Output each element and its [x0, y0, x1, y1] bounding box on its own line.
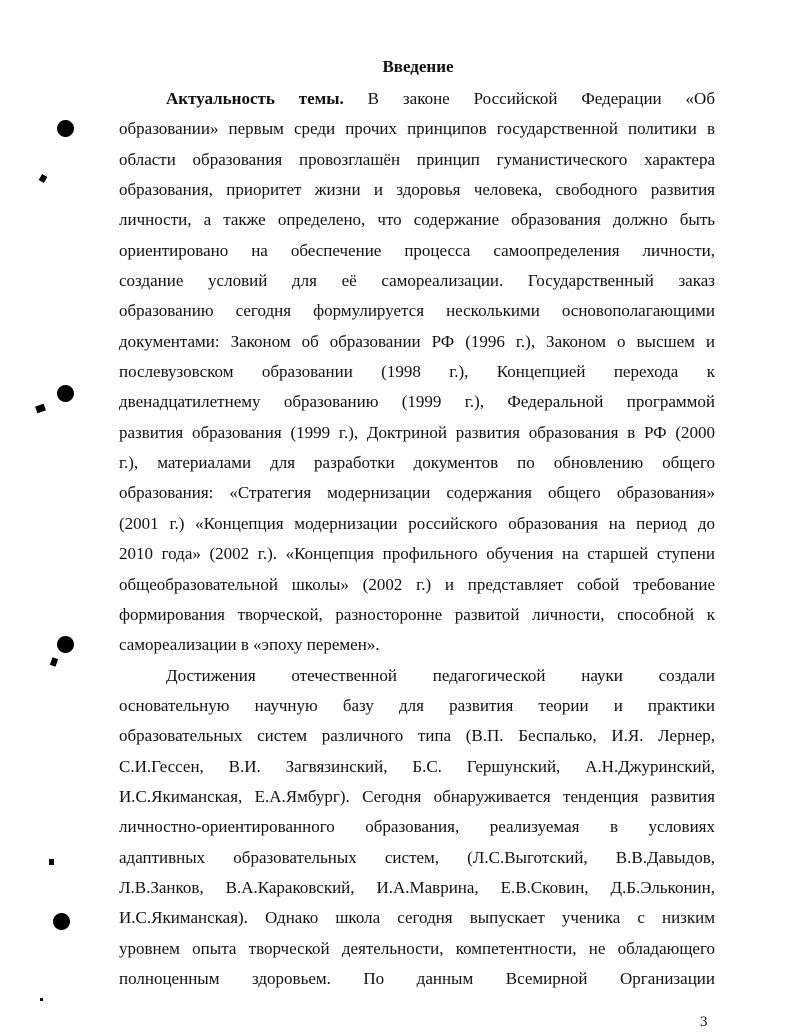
- paragraph-1-line: области образования провозглашён принцип гуманистического характера: [119, 149, 715, 169]
- paragraph-1-line: г.), материалами для разработки документов по обновлению общего: [119, 453, 715, 473]
- punch-hole: [57, 636, 74, 653]
- paragraph-2-line: адаптивных образовательных систем, (Л.С.Выготский, В.В.Давыдов,: [119, 847, 715, 867]
- paragraph-2-line: уровнем опыта творческой деятельности, компетентности, не обладающего: [119, 938, 715, 958]
- paragraph-2-line: И.С.Якиманская). Однако школа сегодня выпускает ученика с низким: [119, 908, 715, 928]
- paragraph-1-line: образованию сегодня формулируется несколькими основополагающими: [119, 301, 715, 321]
- paragraph-1-line: формирования творческой, разносторонне развитой личности, способной к: [119, 604, 715, 624]
- topic-relevance-heading: Актуальность темы.: [166, 89, 344, 108]
- body-text: [119, 84, 715, 994]
- punch-hole: [57, 385, 74, 402]
- paragraph-2-line: основательную научную базу для развития теории и практики: [119, 695, 715, 715]
- scan-speck: [50, 657, 58, 667]
- paragraph-1-line: образования: «Стратегия модернизации содержания общего образования»: [119, 483, 715, 503]
- paragraph-1-line: создание условий для её самореализации. Государственный заказ: [119, 271, 715, 291]
- punch-hole: [57, 120, 74, 137]
- punch-hole: [53, 913, 70, 930]
- scan-speck: [35, 404, 46, 414]
- page-title: Введение: [382, 57, 454, 76]
- paragraph-2-line: С.И.Гессен, В.И. Загвязинский, Б.С. Гершунский, А.Н.Джуринский,: [119, 756, 715, 776]
- scan-speck: [40, 998, 43, 1001]
- paragraph-1-line: образования, приоритет жизни и здоровья человека, свободного развития: [119, 180, 715, 200]
- paragraph-1-line: общеобразовательной школы» (2002 г.) и представляет собой требование: [119, 574, 715, 594]
- paragraph-1-line: личности, а также определено, что содержание образования должно быть: [119, 210, 715, 230]
- paragraph-1-line: (2001 г.) «Концепция модернизации российского образования на период до: [119, 513, 715, 533]
- page-number: 3: [700, 1014, 708, 1030]
- paragraph-2-line: личностно-ориентированного образования, реализуемая в условиях: [119, 817, 715, 837]
- paragraph-1-line: образовании» первым среди прочих принципов государственной политики в: [119, 119, 715, 139]
- paragraph-1-line: послевузовском образовании (1998 г.), Концепцией перехода к: [119, 362, 715, 382]
- paragraph-1-line: развития образования (1999 г.), Доктриной развития образования в РФ (2000: [119, 422, 715, 442]
- scan-speck: [39, 174, 48, 183]
- paragraph-1-line: ориентировано на обеспечение процесса самоопределения личности,: [119, 240, 715, 260]
- scan-speck: [49, 859, 54, 865]
- paragraph-2-line: И.С.Якиманская, Е.А.Ямбург). Сегодня обнаруживается тенденция развития: [119, 786, 715, 806]
- paragraph-2-line: Достижения отечественной педагогической науки создали: [166, 665, 715, 685]
- paragraph-1-line: 2010 года» (2002 г.). «Концепция профильного обучения на старшей ступени: [119, 544, 715, 564]
- paragraph-1-line: самореализации в «эпоху перемен».: [119, 635, 380, 655]
- paragraph-1-line: Актуальность темы. В законе Российской Федерации «Об: [166, 89, 715, 108]
- paragraph-2-line: полноценным здоровьем. По данным Всемирной Организации: [119, 968, 715, 988]
- paragraph-1-line: двенадцатилетнему образованию (1999 г.), Федеральной программой: [119, 392, 715, 412]
- paragraph-2-line: образовательных систем различного типа (В.П. Беспалько, И.Я. Лернер,: [119, 726, 715, 746]
- paragraph-1-line: документами: Законом об образовании РФ (1996 г.), Законом о высшем и: [119, 331, 715, 351]
- paragraph-2-line: Л.В.Занков, В.А.Караковский, И.А.Маврина, Е.В.Сковин, Д.Б.Эльконин,: [119, 877, 715, 897]
